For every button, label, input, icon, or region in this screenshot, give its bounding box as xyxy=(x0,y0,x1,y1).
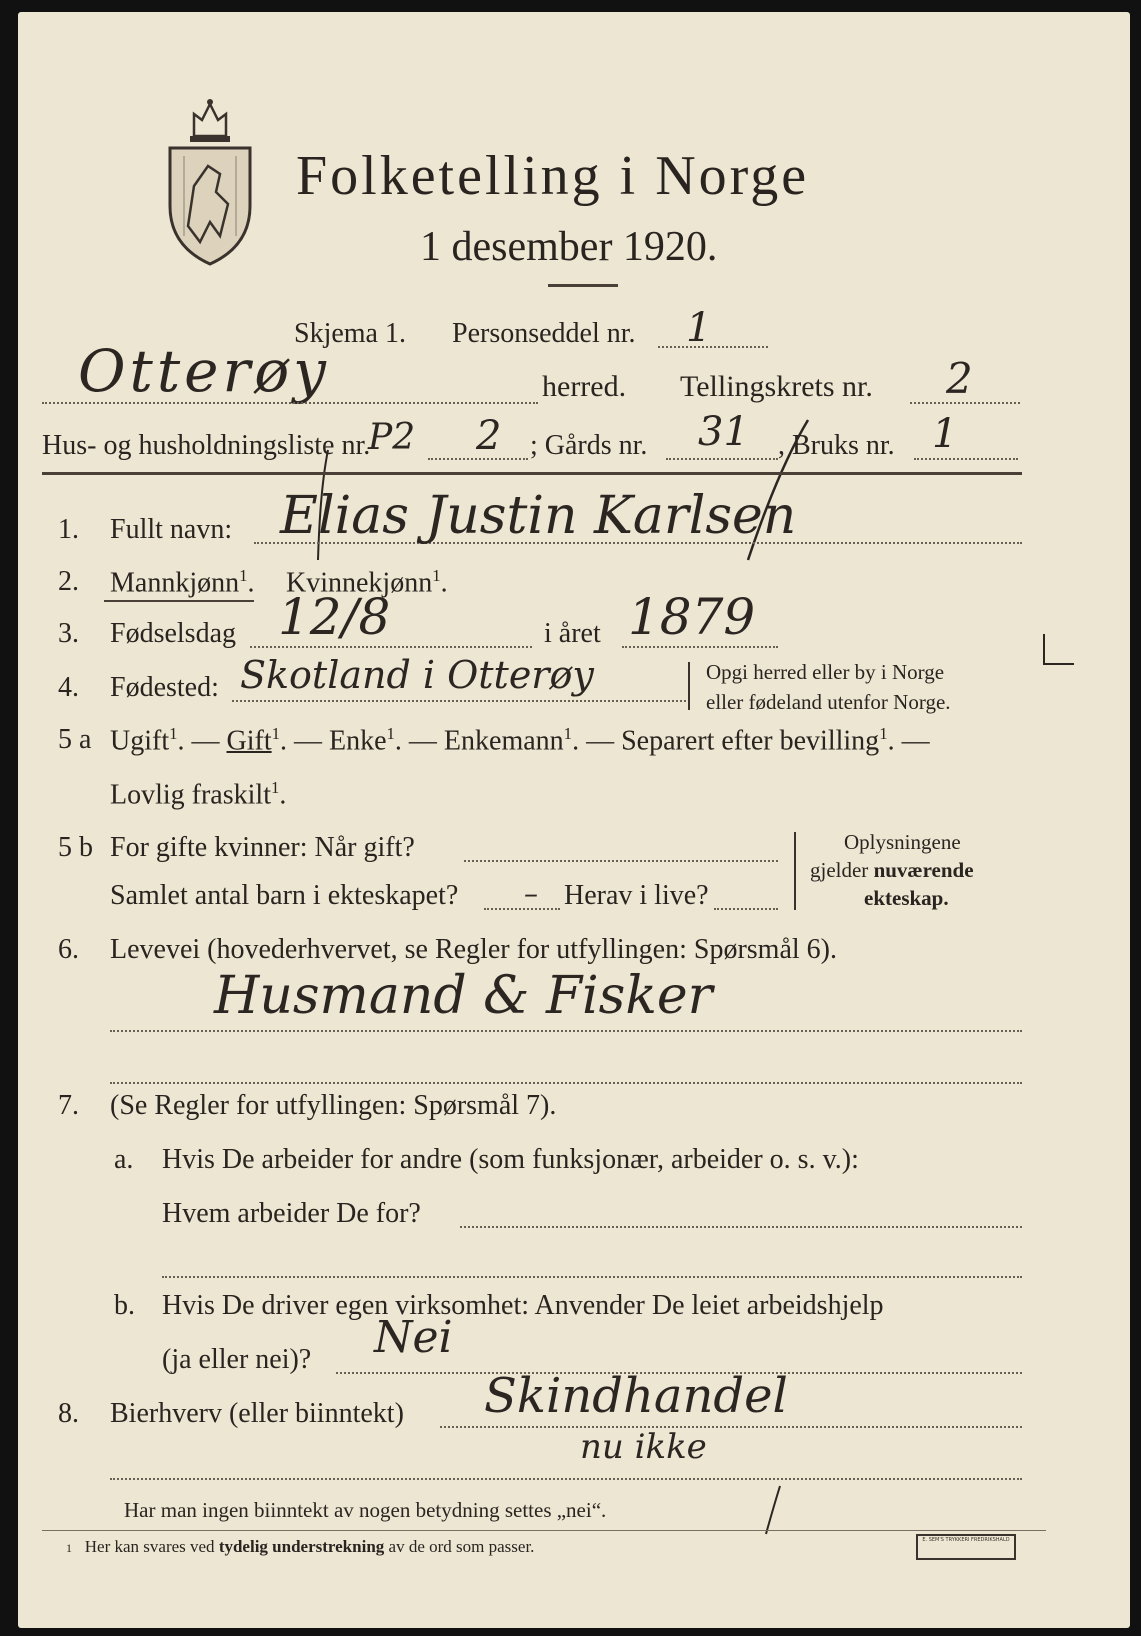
form-date: 1 desember 1920. xyxy=(420,224,718,270)
footer-note: Har man ingen biinntekt av nogen betydning settes „nei“. xyxy=(124,1498,607,1522)
q4-note-line1: Opgi herred eller by i Norge xyxy=(706,660,945,684)
q6-number: 6. xyxy=(58,934,79,965)
q7-label: (Se Regler for utfyllingen: Spørsmål 7). xyxy=(110,1090,557,1121)
q2-number: 2. xyxy=(58,566,79,597)
q7b-sub: (ja eller nei)? xyxy=(162,1344,312,1375)
gards-label: ; Gårds nr. xyxy=(530,430,648,461)
q5b-note-line3: ekteskap. xyxy=(864,886,949,910)
hus-label: Hus- og husholdningsliste nr. xyxy=(42,430,371,461)
bruks-field[interactable] xyxy=(914,458,1018,460)
q4-value: Skotland i Otterøy xyxy=(240,653,594,697)
q5a-number: 5 a xyxy=(58,724,92,755)
q5b-children-label: Samlet antal barn i ekteskapet? xyxy=(110,880,459,911)
gards-value: 31 xyxy=(698,409,749,455)
q2-female[interactable]: Kvinnekjønn$^1$. xyxy=(286,566,448,599)
herred-label: herred. xyxy=(542,370,627,403)
q5a-enke[interactable]: Enke xyxy=(329,725,387,757)
q5b-married-field[interactable] xyxy=(464,860,778,862)
hus-annotation: P2 xyxy=(368,417,416,458)
q5a-ugift[interactable]: Ugift xyxy=(110,725,170,757)
q6-label: Levevei (hovederhvervet, se Regler for utfyllingen: Spørsmål 6). xyxy=(110,934,837,965)
footnote-marker: 1 xyxy=(239,566,248,585)
q8-field-line2[interactable] xyxy=(110,1478,1022,1480)
header-divider xyxy=(42,472,1022,475)
form-title: Folketelling i Norge xyxy=(296,145,810,207)
bruks-label: , Bruks nr. xyxy=(778,430,895,461)
handwritten-stroke-mark xyxy=(758,1482,788,1542)
q4-number: 4. xyxy=(58,672,79,703)
q5b-label: For gifte kvinner: Når gift? xyxy=(110,832,415,863)
q1-label: Fullt navn: xyxy=(110,514,233,545)
q5b-children-value: – xyxy=(524,877,538,910)
q3-year-label: i året xyxy=(544,618,601,649)
q1-number: 1. xyxy=(58,514,79,545)
footnote: 1 Her kan svares ved tydelig understrekning av de ord som passer. xyxy=(66,1537,535,1556)
printer-stamp: E. SEM'S TRYKKERI FREDRIKSHALD xyxy=(916,1534,1016,1560)
q7a-number: a. xyxy=(114,1144,134,1175)
personseddel-field[interactable] xyxy=(658,346,768,348)
tellingskrets-value: 2 xyxy=(946,354,973,403)
q8-field-line1[interactable] xyxy=(440,1426,1022,1428)
coat-of-arms-icon xyxy=(164,96,256,266)
q2-male[interactable]: Mannkjønn$^1$. xyxy=(110,566,255,599)
q7a-sub: Hvem arbeider De for? xyxy=(162,1198,421,1229)
q5b-note-brace xyxy=(794,832,796,910)
q7b-label: Hvis De driver egen virksomhet: Anvender De leiet arbeidshjelp xyxy=(162,1290,884,1321)
margin-check-mark xyxy=(1040,632,1080,672)
q4-note-line2: eller fødeland utenfor Norge. xyxy=(706,690,951,714)
q5a-gift[interactable]: Gift xyxy=(226,725,272,757)
q5a-options: Ugift$^1$. — Gift$^1$. — Enke$^1$. — Enkemann$^1$. — Separert efter bevilling$^1$. — xyxy=(110,724,930,757)
q4-note-brace xyxy=(688,662,690,710)
q8-number: 8. xyxy=(58,1398,79,1429)
q5b-number: 5 b xyxy=(58,832,93,863)
personseddel-label: Personseddel nr. xyxy=(452,318,636,349)
q3-year-value: 1879 xyxy=(628,588,756,646)
q7a-label: Hvis De arbeider for andre (som funksjonær, arbeider o. s. v.): xyxy=(162,1144,859,1175)
tellingskrets-label: Tellingskrets nr. xyxy=(680,370,873,403)
q4-field[interactable] xyxy=(232,700,686,702)
q5a-enkemann[interactable]: Enkemann xyxy=(443,725,564,757)
footnote-marker: 1 xyxy=(432,566,441,585)
q2-male-label: Mannkjønn xyxy=(110,567,240,599)
title-divider xyxy=(548,284,618,287)
q4-label: Fødested: xyxy=(110,672,219,703)
q3-field[interactable] xyxy=(250,646,532,648)
personseddel-value: 1 xyxy=(686,305,712,351)
herred-value: Otterøy xyxy=(78,337,330,405)
q5a-separert[interactable]: Separert efter bevilling xyxy=(621,725,880,757)
footnote-number: 1 xyxy=(66,1541,72,1555)
q3-value: 12/8 xyxy=(278,588,391,646)
q3-year-field[interactable] xyxy=(622,646,778,648)
q5b-children-field[interactable] xyxy=(484,908,560,910)
q2-female-label: Kvinnekjønn xyxy=(286,567,433,599)
q6-field-line2[interactable] xyxy=(110,1082,1022,1084)
q1-value: Elias Justin Karlsen xyxy=(280,486,797,546)
q5b-alive-label: Herav i live? xyxy=(564,880,709,911)
q2-male-underline xyxy=(104,600,254,602)
herred-field[interactable] xyxy=(42,402,538,404)
q7b-number: b. xyxy=(114,1290,135,1321)
q3-number: 3. xyxy=(58,618,79,649)
q7b-value: Nei xyxy=(374,1312,453,1363)
q5a-fraskilt[interactable]: Lovlig fraskilt$^1$. xyxy=(110,778,287,811)
q8-value-line2: nu ikke xyxy=(580,1427,707,1467)
skjema-label: Skjema 1. xyxy=(294,318,406,349)
q7a-field-line2[interactable] xyxy=(162,1276,1022,1278)
q6-field-line1[interactable] xyxy=(110,1030,1022,1032)
q5b-note-line2: gjelder nuværende xyxy=(810,858,974,882)
q8-label: Bierhverv (eller biinntekt) xyxy=(110,1398,404,1429)
q8-value-line1: Skindhandel xyxy=(484,1368,788,1424)
q5a-fraskilt-label: Lovlig fraskilt xyxy=(110,779,271,811)
q6-value: Husmand & Fisker xyxy=(214,966,713,1026)
census-form-sheet xyxy=(18,12,1130,1628)
hus-value: 2 xyxy=(476,413,502,459)
q5b-note-line1: Oplysningene xyxy=(844,830,961,854)
bruks-value: 1 xyxy=(932,411,958,457)
q5b-alive-field[interactable] xyxy=(714,908,778,910)
q7a-field-line1[interactable] xyxy=(460,1226,1022,1228)
q7-number: 7. xyxy=(58,1090,79,1121)
q3-label: Fødselsdag xyxy=(110,618,236,649)
footer-divider xyxy=(42,1530,1046,1531)
